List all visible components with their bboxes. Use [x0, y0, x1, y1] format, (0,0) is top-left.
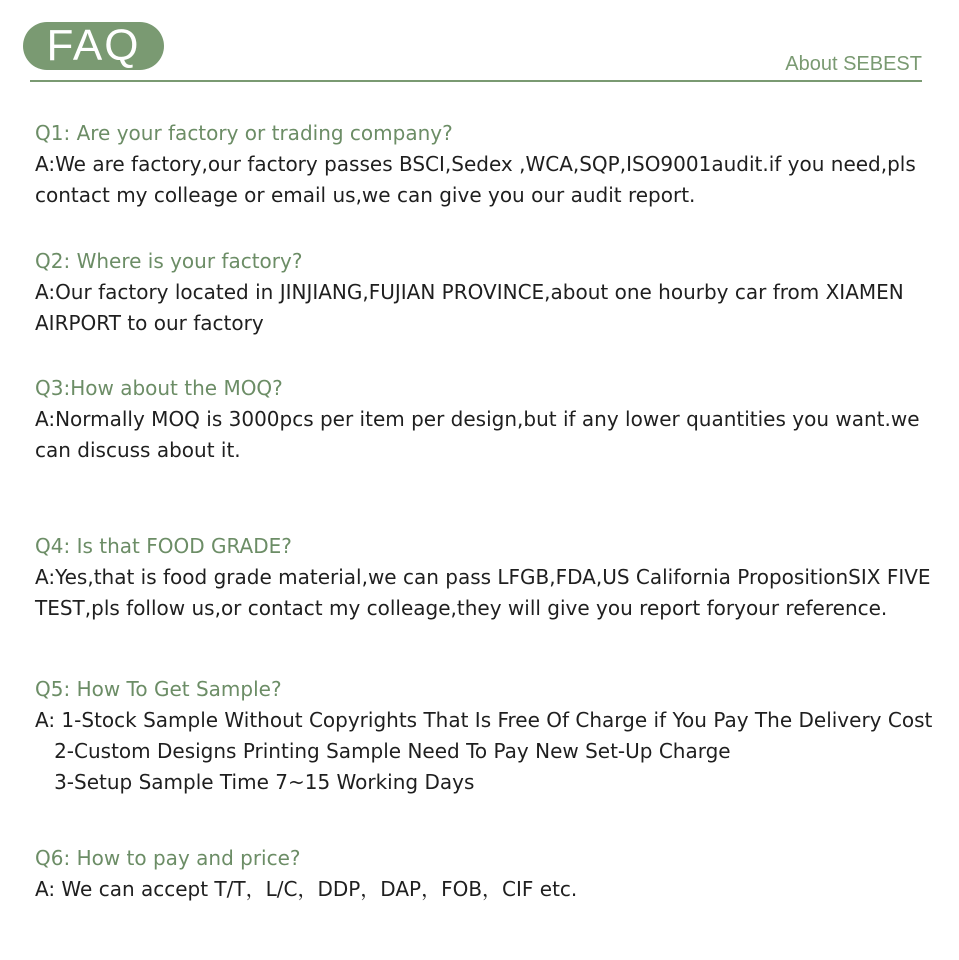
faq-item-3 [35, 373, 950, 466]
faq-answer-line: 2-Custom Designs Printing Sample Need To Pay New Set-Up Charge [35, 739, 731, 763]
faq-answer-line: A: 1-Stock Sample Without Copyrights That Is Free Of Charge if You Pay The Delivery Cost [35, 708, 933, 732]
faq-item-5 [35, 674, 950, 798]
faq-question: Q1: Are your factory or trading company? [35, 121, 453, 145]
faq-question: Q6: How to pay and price? [35, 846, 301, 870]
faq-question: Q4: Is that FOOD GRADE? [35, 534, 292, 558]
faq-answer: A:Yes,that is food grade material,we can pass LFGB,FDA,US California PropositionSIX FIVE TEST,pls follow us,or contact my colleage,they will give you report foryour reference. [35, 565, 931, 620]
faq-item-4 [35, 531, 950, 624]
faq-answer-line: 3-Setup Sample Time 7~15 Working Days [35, 770, 475, 794]
faq-question: Q3:How about the MOQ? [35, 376, 283, 400]
faq-item-1 [35, 118, 950, 211]
faq-badge: FAQ [23, 22, 164, 70]
faq-question: Q5: How To Get Sample? [35, 677, 282, 701]
faq-answer: A:We are factory,our factory passes BSCI,Sedex ,WCA,SQP,ISO9001audit.if you need,pls contact my colleage or email us,we can give you our audit report. [35, 152, 916, 207]
header-divider [30, 80, 922, 82]
faq-item-2 [35, 246, 950, 339]
faq-answer [35, 705, 950, 798]
faq-answer: A:Our factory located in JINJIANG,FUJIAN PROVINCE,about one hourby car from XIAMEN AIRPORT to our factory [35, 280, 904, 335]
page-header [0, 0, 959, 85]
faq-item-6 [35, 843, 950, 905]
faq-answer: A:Normally MOQ is 3000pcs per item per design,but if any lower quantities you want.we can discuss about it. [35, 407, 920, 462]
faq-answer: A: We can accept T/T，L/C，DDP，DAP，FOB，CIF etc. [35, 877, 578, 901]
faq-question: Q2: Where is your factory? [35, 249, 303, 273]
company-label: About SEBEST [785, 53, 922, 75]
